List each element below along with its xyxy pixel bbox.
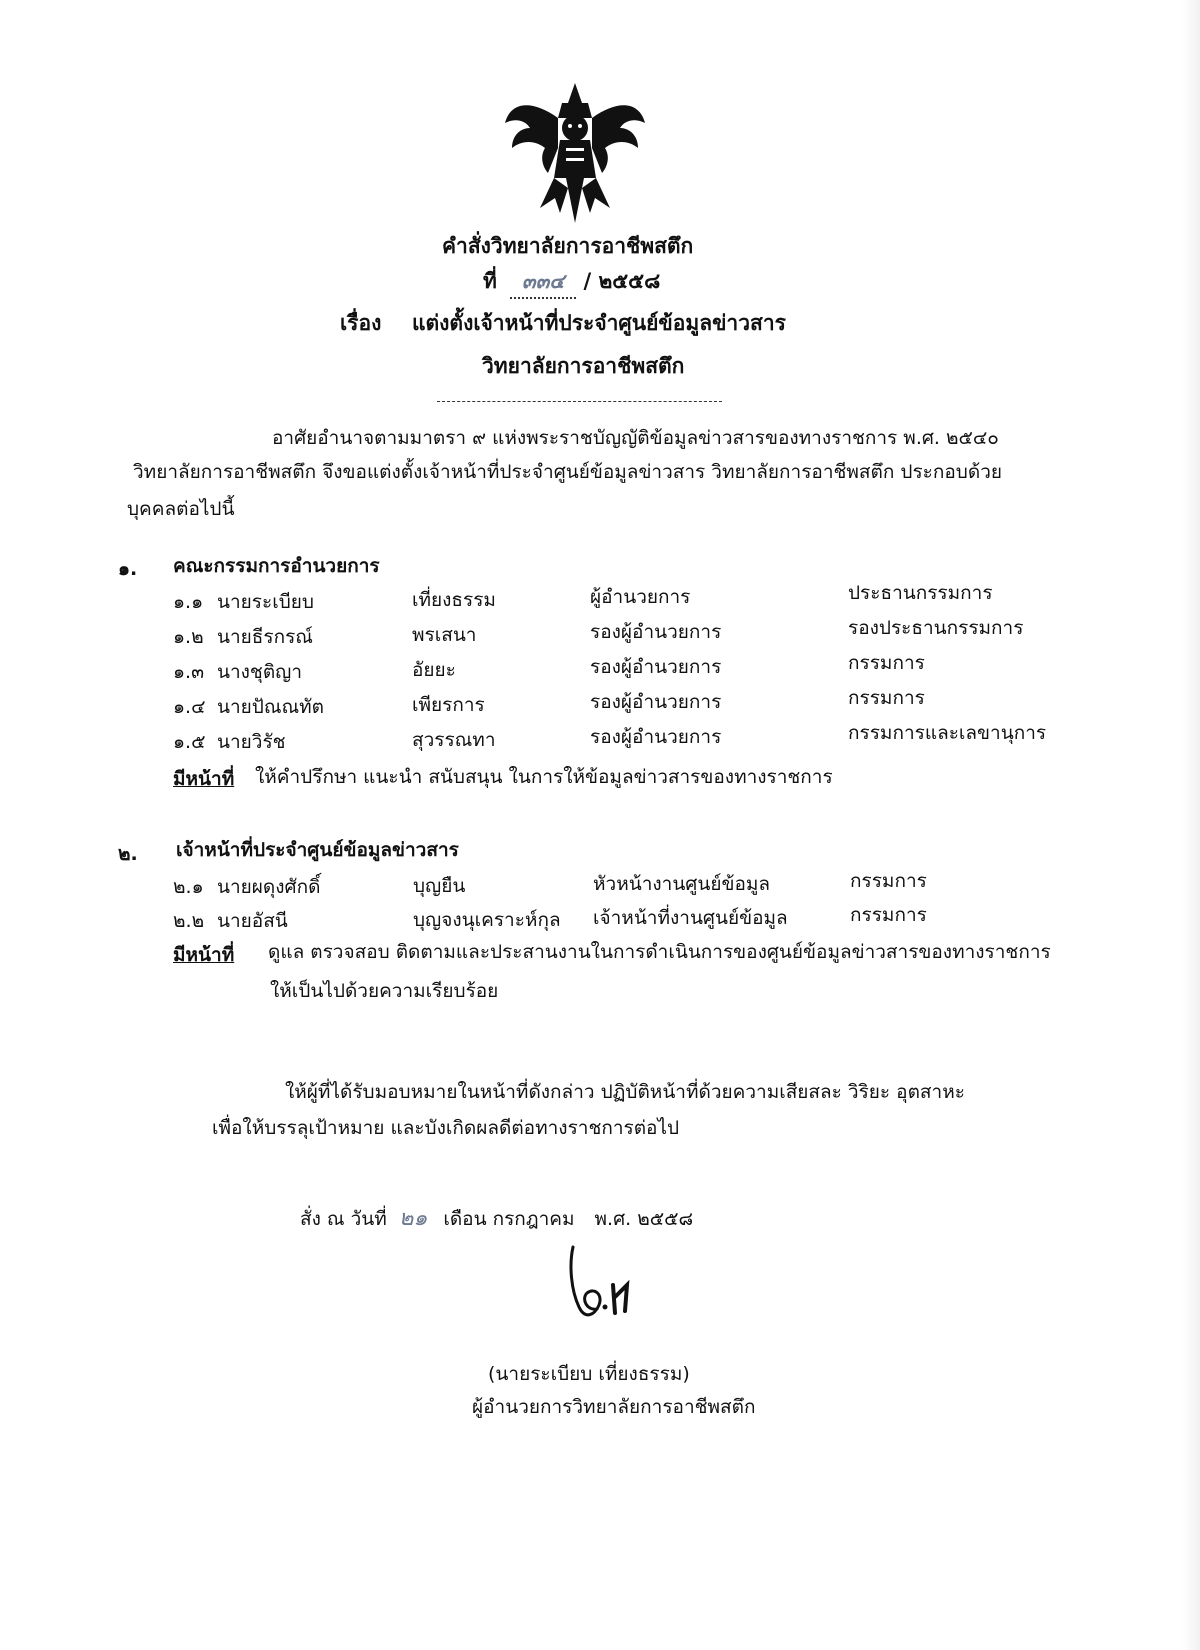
subject-label: เรื่อง	[340, 311, 382, 335]
order-number-blank	[510, 265, 576, 299]
signatory-title: ผู้อำนวยการวิทยาลัยการอาชีพสตึก	[472, 1396, 756, 1418]
member-1-3-name: นางชุติญา	[217, 661, 303, 683]
member-1-2-position: รองผู้อำนวยการ	[590, 621, 722, 643]
subject-line-1: แต่งตั้งเจ้าหน้าที่ประจำศูนย์ข้อมูลข่าวสาร	[412, 311, 786, 335]
header-divider	[437, 401, 722, 402]
date-prefix: สั่ง ณ วันที่	[300, 1208, 387, 1230]
signatory-name: (นายระเบียบ เที่ยงธรรม)	[488, 1363, 690, 1385]
member-1-3-no: ๑.๓	[173, 661, 205, 683]
member-1-3-role: กรรมการ	[848, 652, 925, 674]
member-1-1-surname: เที่ยงธรรม	[412, 589, 496, 611]
member-2-2-no: ๒.๒	[173, 910, 205, 932]
intro-line-3: บุคคลต่อไปนี้	[127, 498, 235, 520]
subject-line-2: วิทยาลัยการอาชีพสตึก	[482, 354, 685, 378]
section-1-heading: คณะกรรมการอำนวยการ	[173, 555, 380, 577]
section-1-number: ๑.	[118, 558, 138, 580]
member-1-3-position: รองผู้อำนวยการ	[590, 656, 722, 678]
garuda-emblem-icon	[500, 78, 650, 228]
member-2-1-role: กรรมการ	[850, 870, 927, 892]
order-year: / ๒๕๕๘	[583, 269, 661, 293]
section-1-duty-label: มีหน้าที่	[173, 768, 235, 790]
member-1-2-role: รองประธานกรรมการ	[848, 617, 1024, 639]
member-1-4-position: รองผู้อำนวยการ	[590, 691, 722, 713]
member-2-1-surname: บุญยืน	[413, 875, 466, 897]
date-year: พ.ศ. ๒๕๕๘	[594, 1208, 694, 1230]
member-1-2-surname: พรเสนา	[412, 624, 477, 646]
member-2-2-surname: บุญจงนุเคราะห์กุล	[413, 909, 561, 931]
handwritten-signature-icon	[565, 1245, 675, 1345]
scan-edge	[1182, 0, 1200, 1650]
member-2-1-position: หัวหน้างานศูนย์ข้อมูล	[593, 873, 771, 895]
section-1-duty-text: ให้คำปรึกษา แนะนำ สนับสนุน ในการให้ข้อมูลข่าวสารของทางราชการ	[255, 766, 833, 788]
section-2-duty-text-2: ให้เป็นไปด้วยความเรียบร้อย	[270, 980, 499, 1002]
order-prefix: ที่	[483, 269, 497, 293]
section-2-number: ๒.	[118, 843, 138, 865]
member-1-4-name: นายปัณณทัต	[217, 696, 324, 718]
member-2-2-position: เจ้าหน้าที่งานศูนย์ข้อมูล	[593, 907, 788, 929]
date-day-handwritten: ๒๑	[398, 1206, 428, 1231]
section-2-duty-label: มีหน้าที่	[173, 944, 235, 966]
member-2-1-name: นายผดุงศักดิ์	[217, 876, 321, 898]
closing-line-2: เพื่อให้บรรลุเป้าหมาย และบังเกิดผลดีต่อทางราชการต่อไป	[212, 1117, 680, 1139]
member-1-4-role: กรรมการ	[848, 687, 925, 709]
intro-line-2: วิทยาลัยการอาชีพสตึก จึงขอแต่งตั้งเจ้าหน้าที่ประจำศูนย์ข้อมูลข่าวสาร วิทยาลัยการอาชีพสตึก ประกอบด้วย	[133, 461, 1002, 483]
member-1-1-role: ประธานกรรมการ	[848, 582, 993, 604]
member-2-2-name: นายอัสนี	[217, 910, 288, 932]
date-month: เดือน กรกฎาคม	[443, 1208, 575, 1230]
member-1-5-name: นายวิรัช	[217, 731, 286, 753]
member-1-1-no: ๑.๑	[173, 591, 204, 613]
member-1-5-surname: สุวรรณทา	[412, 729, 496, 751]
closing-line-1: ให้ผู้ที่ได้รับมอบหมายในหน้าที่ดังกล่าว ปฏิบัติหน้าที่ด้วยความเสียสละ วิริยะ อุตสาหะ	[285, 1081, 965, 1103]
section-2-duty-text-1: ดูแล ตรวจสอบ ติดตามและประสานงานในการดำเนินการของศูนย์ข้อมูลข่าวสารของทางราชการ	[268, 941, 1051, 963]
member-1-3-surname: อัยยะ	[412, 659, 456, 681]
member-1-1-position: ผู้อำนวยการ	[590, 586, 691, 608]
member-1-5-role: กรรมการและเลขานุการ	[848, 722, 1047, 744]
section-2-heading: เจ้าหน้าที่ประจำศูนย์ข้อมูลข่าวสาร	[176, 839, 459, 861]
member-1-2-name: นายธีรกรณ์	[217, 626, 313, 648]
member-1-5-no: ๑.๕	[173, 731, 206, 753]
document-title: คำสั่งวิทยาลัยการอาชีพสตึก	[442, 234, 694, 258]
member-2-2-role: กรรมการ	[850, 904, 927, 926]
member-1-4-surname: เพียรการ	[412, 694, 485, 716]
member-1-1-name: นายระเบียบ	[217, 591, 314, 613]
order-number-handwritten: ๓๓๔	[521, 269, 565, 293]
order-number-line	[483, 265, 660, 299]
member-1-5-position: รองผู้อำนวยการ	[590, 726, 722, 748]
member-1-4-no: ๑.๔	[173, 696, 206, 718]
member-2-1-no: ๒.๑	[173, 876, 204, 898]
intro-line-1: อาศัยอำนาจตามมาตรา ๙ แห่งพระราชบัญญัติข้อมูลข่าวสารของทางราชการ พ.ศ. ๒๕๔๐	[272, 427, 999, 449]
member-1-2-no: ๑.๒	[173, 626, 204, 648]
date-line	[300, 1200, 693, 1235]
